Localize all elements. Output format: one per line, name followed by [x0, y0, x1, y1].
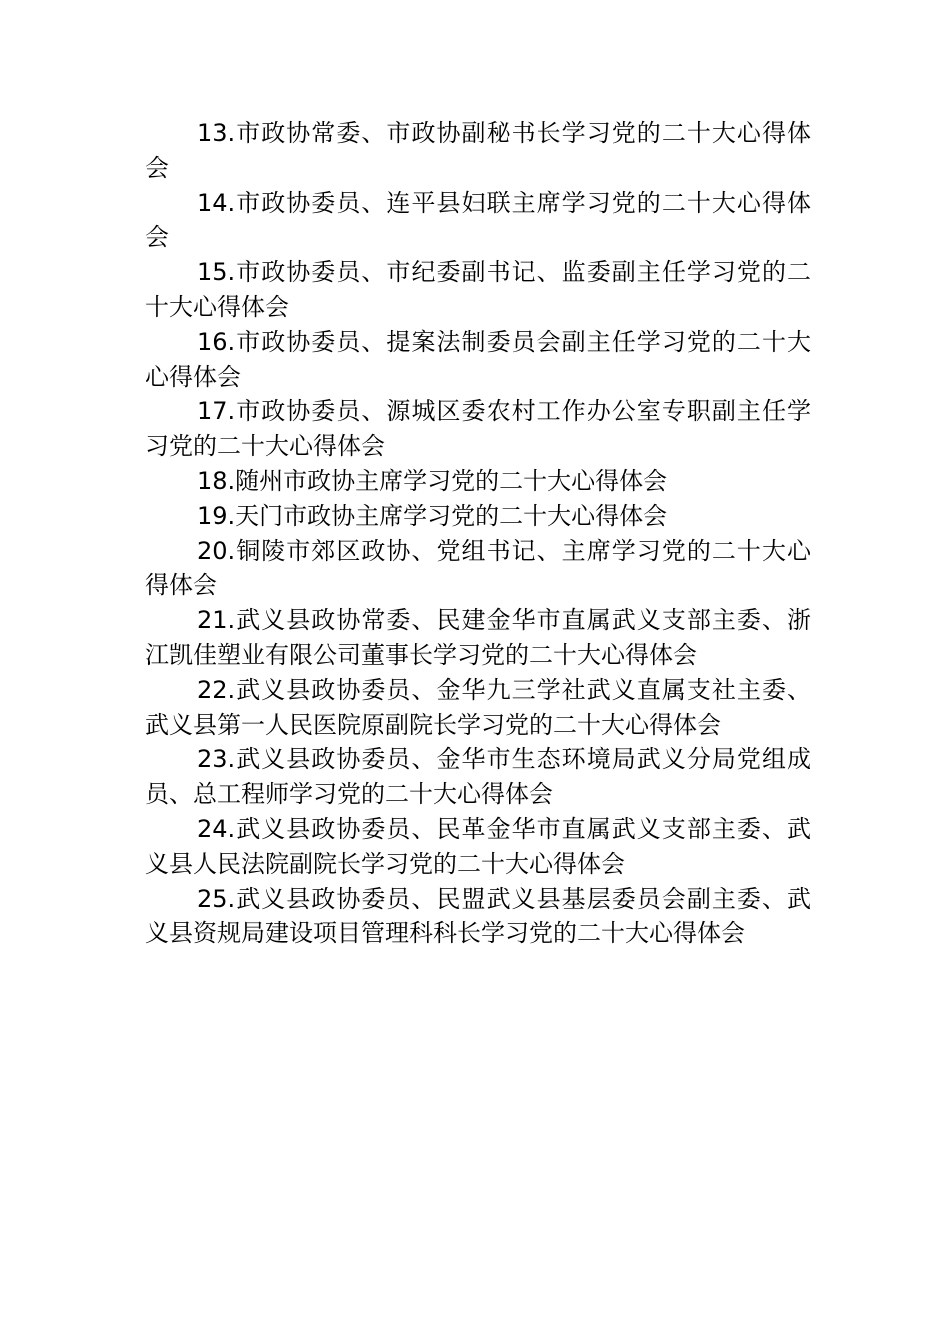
list-item: 25.武义县政协委员、民盟武义县基层委员会副主委、武义县资规局建设项目管理科科长学习党的二十大心得体会	[145, 884, 811, 948]
list-item: 20.铜陵市郊区政协、党组书记、主席学习党的二十大心得体会	[145, 536, 811, 600]
list-item: 24.武义县政协委员、民革金华市直属武义支部主委、武义县人民法院副院长学习党的二十大心得体会	[145, 814, 811, 878]
document-body	[145, 116, 811, 951]
list-item: 18.随州市政协主席学习党的二十大心得体会	[197, 466, 668, 495]
list-item: 22.武义县政协委员、金华九三学社武义直属支社主委、武义县第一人民医院原副院长学习党的二十大心得体会	[145, 675, 811, 739]
list-item: 16.市政协委员、提案法制委员会副主任学习党的二十大心得体会	[145, 327, 811, 391]
list-item: 17.市政协委员、源城区委农村工作办公室专职副主任学习党的二十大心得体会	[145, 397, 811, 461]
list-item: 13.市政协常委、市政协副秘书长学习党的二十大心得体会	[145, 119, 811, 182]
list-item: 14.市政协委员、连平县妇联主席学习党的二十大心得体会	[145, 188, 811, 252]
list-item: 19.天门市政协主席学习党的二十大心得体会	[197, 501, 668, 530]
list-item: 21.武义县政协常委、民建金华市直属武义支部主委、浙江凯佳塑业有限公司董事长学习党的二十大心得体会	[145, 606, 811, 669]
list-item: 23.武义县政协委员、金华市生态环境局武义分局党组成员、总工程师学习党的二十大心得体会	[145, 745, 811, 809]
list-item: 15.市政协委员、市纪委副书记、监委副主任学习党的二十大心得体会	[145, 258, 811, 321]
